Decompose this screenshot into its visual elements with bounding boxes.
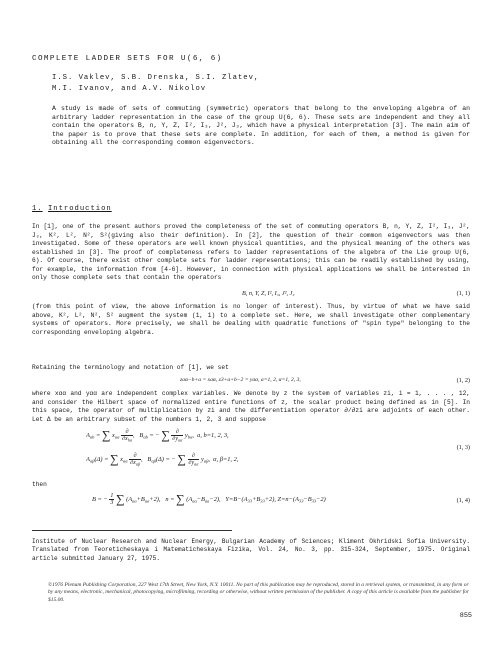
copyright-notice: ©1976 Plenum Publishing Corporation, 227 West 17th Street, New York, N.Y. 10011. No part of this publication may be reproduced, stored in a retrieval system, or transmitted, in any form or by any means, electronic, mechanical, photocopying, microfilming, recording or otherwise, without written permission of the publisher. A copy of this article is available from the publisher for $15.00. [48, 582, 470, 603]
equation-1-3-line-1: $A_{ab}$ = ∑ $x_{a\alpha}$ $\frac{\partial}{\partial x_{b\alpha}}$ , $B_{ab}$ = − ∑ $\frac{\partial}{\partial y_{a\alpha}}$ $y_{b\alpha}$, a, b=1, 2, 3, [86, 428, 229, 443]
equation-1-2-body: zaα−b+a = xaα, z3+a+b−2 = yaα, a=1, 2, α=1, 2, 3, [180, 377, 301, 383]
paper-title: COMPLETE LADDER SETS FOR U(6, 6) [32, 55, 223, 63]
intro-paragraph-3: Retaining the terminology and notation of [1], we set [32, 364, 229, 371]
author-line-1: I.S. Vaklev, S.B. Drenska, S.I. Zlatev, [52, 74, 260, 82]
intro-paragraph-1: In [1], one of the present authors proved the completeness of the set of commuting operators B, n, Y, Z, I², I₃, J², J₃, K², L², N², S²(giving also their definition). In [2], the question of their common eigenvectors was then investigated. Some of these operators are well known physical quantities, and the physical meaning of the others was established in [3]. The proof of completeness refers to ladder representations of the algebra of the Lie group U(6, 6). Of course, there exist other complete sets for ladder representations; this can be readily established by using, for example, the information from [4-6]. However, in connection with physical applications we shall be interested in only those complete sets that contain the operators [32, 223, 470, 281]
equation-1-1-body: B, n, Y, Z, I², I₃, J², J₃ [242, 290, 295, 297]
section-title: Introduction [47, 205, 112, 213]
equation-1-4-body: B = − $\frac{1}{3}$ ∑ $(A_{aa}+B_{aa}+2)$, n = ∑ $(A_{aa}-B_{aa}-2)$, $Y=B-(A_{33}+B_{33}+2)$, $Z=n-(A_{33}-B_{33}-2)$ [92, 492, 326, 506]
equation-1-1-number: (1, 1) [456, 290, 470, 297]
author-line-2: M.I. Ivanov, and A.V. Nikolov [52, 85, 207, 93]
author-list [52, 73, 259, 95]
section-heading [32, 205, 112, 213]
footnote-divider [32, 530, 232, 531]
equation-1-3-line-2: $A_{\alpha\beta}(\Delta)$ = ∑ $x_{a\alpha}$ $\frac{\partial}{\partial x_{a\beta}}$ , $B_{\alpha\beta}(\Delta)$ = − ∑ $\frac{\partial}{\partial y_{a\alpha}}$ $y_{a\beta}$, α, β=1, 2, [86, 452, 239, 467]
equation-1-3-number: (1, 3) [456, 444, 470, 451]
footnote: Institute of Nuclear Research and Nuclear Energy, Bulgarian Academy of Sciences; Kliment Okhridski Sofia University. Translated from Teoreticheskaya i Matematicheskaya Fizika, Vol. 24, No. 3, pp. 315-324, September, 1975. Original article submitted January 27, 1975. [32, 538, 470, 562]
equation-1-4-number: (1, 4) [456, 497, 470, 504]
then-label: then [32, 481, 47, 488]
section-number: 1. [32, 205, 43, 213]
intro-paragraph-4: where xαα and yαα are independent complex variables. We denote by z the system of variables zi, i = 1, . . . , 12, and consider the Hilbert space of normalized entire functions of z, the scalar product being defined as in [5]. In this space, the operator of multiplication by zi and the differentiation operator ∂/∂zi are adjoints of each other. Let Δ be an arbitrary subset of the numbers 1, 2, 3 and suppose [32, 390, 470, 423]
page-number: 855 [459, 612, 472, 620]
abstract: A study is made of sets of commuting (symmetric) operators that belong to the enveloping algebra of an arbitrary ladder representation in the case of the group U(6, 6). These sets are independent and they all contain the operators B, n, Y, Z, I², I₃, J², J₃, which have a physical interpretation [3]. The main aim of the paper is to prove that these sets are complete. In addition, for each of them, a method is given for obtaining all the corresponding common eigenvectors. [52, 105, 470, 147]
intro-paragraph-2: (from this point of view, the above information is no longer of interest). Thus, by virtue of what we have said above, K², L², N², S² augment the system (1, 1) to a complete set. Here, we shall investigate other complementary systems of operators. More precisely, we shall be dealing with quadratic functions of "spin type" belonging to the corresponding enveloping algebra. [32, 303, 470, 336]
equation-1-2-number: (1, 2) [456, 377, 470, 384]
